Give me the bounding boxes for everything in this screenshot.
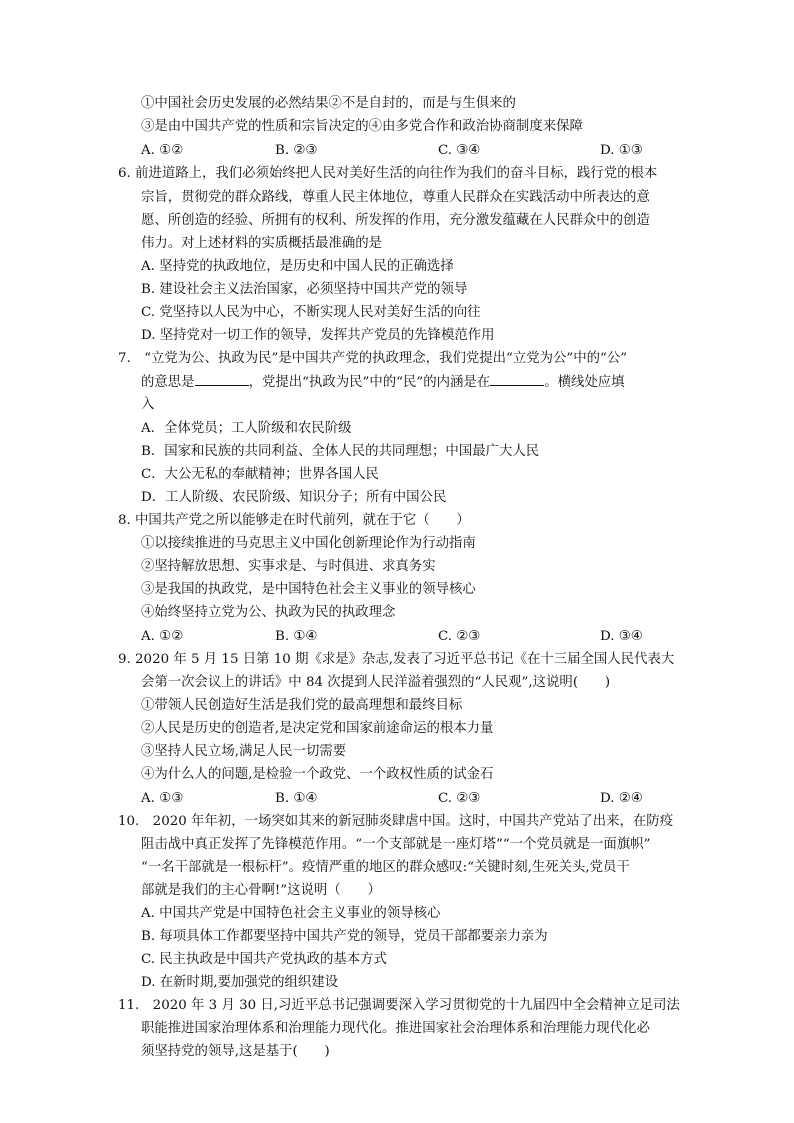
q6-stem-line-4: 伟力。对上述材料的实质概括最准确的是 — [141, 236, 383, 251]
q6-option-b[interactable]: B. 建设社会主义法治国家，必须坚持中国共产党的领导 — [141, 282, 468, 297]
q5-choice-a[interactable]: A. ①② — [141, 143, 184, 158]
q9-item-2: ②人民是历史的创造者,是决定党和国家前途命运的根本力量 — [141, 721, 494, 736]
q8-item-1: ①以接续推进的马克思主义中国化创新理论作为行动指南 — [141, 536, 476, 551]
q8-item-3: ③是我国的执政党，是中国特色社会主义事业的领导核心 — [141, 582, 476, 597]
q9-choices — [141, 788, 661, 810]
q8-stem: 8. 中国共产党之所以能够走在时代前列，就在于它（ ） — [118, 513, 470, 528]
q6-stem-line-1: 6. 前进道路上，我们必须始终把人民对美好生活的向往作为我们的奋斗目标，践行党的根本 — [118, 166, 658, 181]
q10-option-b[interactable]: B. 每项具体工作都要坚持中国共产党的领导，党员干部都要亲力亲为 — [141, 929, 548, 944]
q11-stem-line-3: 须坚持党的领导,这是基于( ) — [141, 1044, 330, 1059]
q6-option-c[interactable]: C. 党坚持以人民为中心，不断实现人民对美好生活的向往 — [141, 305, 481, 320]
q9-item-4: ④为什么人的问题,是检验一个政党、一个政权性质的试金石 — [141, 767, 494, 782]
q7-option-b[interactable]: B．国家和民族的共同利益、全体人民的共同理想；中国最广大人民 — [141, 444, 540, 459]
q10-option-d[interactable]: D. 在新时期,要加强党的组织建设 — [141, 975, 339, 990]
q9-choice-a[interactable]: A. ①③ — [141, 791, 184, 806]
q7-stem-part-2: ，党提出“执政为民”中的“民”的内涵是在 — [248, 375, 491, 390]
q10-stem-line-1: 10. 2020 年年初，一场突如其来的新冠肺炎肆虐中国。这时，中国共产党站了出来，在防疫 — [118, 814, 674, 829]
q5-choice-c[interactable]: C. ③④ — [438, 143, 481, 158]
q7-option-a[interactable]: A．全体党员；工人阶级和农民阶级 — [141, 421, 352, 436]
q8-choice-a[interactable]: A. ①② — [141, 629, 184, 644]
q7-stem-line-1: 7. “立党为公、执政为民”是中国共产党的执政理念，我们党提出“立党为公”中的“公” — [118, 351, 628, 366]
q7-blank-2[interactable] — [490, 371, 544, 386]
q9-item-3: ③坚持人民立场,满足人民一切需要 — [141, 744, 347, 759]
q10-stem-line-3: “一名干部就是一根标杆”。疫情严重的地区的群众感叹:“关键时刻,生死关头,党员干 — [141, 860, 630, 875]
q8-choices — [141, 626, 661, 648]
q9-item-1: ①带领人民创造好生活是我们党的最高理想和最终目标 — [141, 698, 463, 713]
q6-stem-line-2: 宗旨，贯彻党的群众路线，尊重人民主体地位，尊重人民群众在实践活动中所表达的意 — [141, 190, 650, 205]
q11-stem-line-1: 11. 2020 年 3 月 30 日,习近平总书记强调要深入学习贯彻党的十九届四中全会精神立足司法 — [118, 998, 680, 1013]
q6-option-a[interactable]: A. 坚持党的执政地位，是历史和中国人民的正确选择 — [141, 259, 454, 274]
q7-stem-line-3: 入 — [141, 397, 155, 412]
q8-choice-d[interactable]: D. ③④ — [600, 629, 643, 644]
q7-blank-1[interactable] — [195, 371, 249, 386]
q7-stem-line-2 — [141, 371, 625, 394]
q8-choice-c[interactable]: C. ②③ — [438, 629, 481, 644]
q9-choice-b[interactable]: B. ①④ — [275, 791, 318, 806]
q10-stem-line-2: 阻击战中真正发挥了先锋模范作用。“一个支部就是一座灯塔”“一个党员就是一面旗帜” — [141, 837, 651, 852]
q9-stem-line-2: 会第一次会议上的讲话》中 84 次提到人民洋溢着强烈的“人民观”,这说明( ) — [141, 675, 611, 690]
q8-item-2: ②坚持解放思想、实事求是、与时俱进、求真务实 — [141, 559, 436, 574]
q9-choice-c[interactable]: C. ②③ — [438, 791, 481, 806]
q10-stem-line-4: 部就是我们的主心骨啊!”这说明（ ） — [141, 883, 381, 898]
q5-choices — [141, 140, 661, 162]
q7-stem-part-3: 。横线处应填 — [544, 375, 625, 390]
q8-choice-b[interactable]: B. ①④ — [275, 629, 318, 644]
q6-stem-line-3: 愿、所创造的经验、所拥有的权利、所发挥的作用，充分激发蕴藏在人民群众中的创造 — [141, 213, 650, 228]
q6-option-d[interactable]: D. 坚持党对一切工作的领导，发挥共产党员的先锋模范作用 — [141, 328, 495, 343]
q7-option-c[interactable]: C．大公无私的奉献精神；世界各国人民 — [141, 467, 379, 482]
q7-stem-part-1: 的意思是 — [141, 375, 195, 390]
q5-choice-b[interactable]: B. ②③ — [275, 143, 318, 158]
q11-stem-line-2: 职能推进国家治理体系和治理能力现代化。推进国家社会治理体系和治理能力现代化必 — [141, 1021, 650, 1036]
q9-stem-line-1: 9. 2020 年 5 月 15 日第 10 期《求是》杂志,发表了习近平总书记《在十三届全国人民代表大 — [118, 652, 675, 667]
q9-choice-d[interactable]: D. ②④ — [600, 791, 643, 806]
q10-option-a[interactable]: A. 中国共产党是中国特色社会主义事业的领导核心 — [141, 906, 441, 921]
q10-option-c[interactable]: C. 民主执政是中国共产党执政的基本方式 — [141, 952, 387, 967]
q7-option-d[interactable]: D．工人阶级、农民阶级、知识分子；所有中国公民 — [141, 490, 447, 505]
q5-item-2: ③是由中国共产党的性质和宗旨决定的④由多党合作和政治协商制度来保障 — [141, 119, 583, 134]
q5-choice-d[interactable]: D. ①③ — [600, 143, 643, 158]
q5-item-1: ①中国社会历史发展的必然结果②不是自封的，而是与生俱来的 — [141, 96, 516, 111]
q8-item-4: ④始终坚持立党为公、执政为民的执政理念 — [141, 605, 396, 620]
